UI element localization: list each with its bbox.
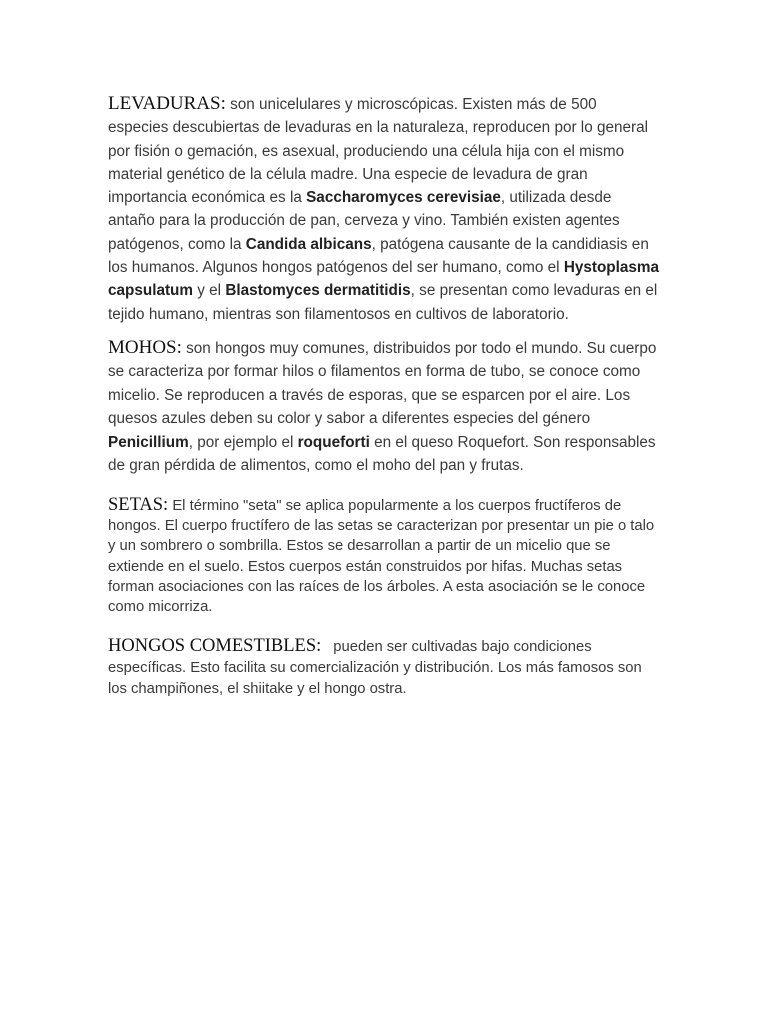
paragraph-mohos <box>108 336 660 478</box>
term-hystoplasma-capsulatum: Hystoplasma capsulatum <box>108 259 660 300</box>
document-page <box>108 92 660 700</box>
heading-hongos-comestibles: HONGOS COMESTIBLES: <box>108 636 322 657</box>
text-segment: , se presentan como levaduras en el tejido humano, mientras son filamentosos en cultivos de laboratorio. <box>108 282 658 323</box>
paragraph-hongos-comestibles <box>108 636 660 700</box>
heading-levaduras: LEVADURAS: <box>108 93 226 114</box>
text-segment: El término "seta" se aplica popularmente a los cuerpos fructíferos de hongos. El cuerpo fructífero de las setas se caracterizan por presentar un pie o talo y un sombrero o sombrilla. Estos se desarrollan a partir de un micelio que se extiende en el suelo. Estos cuerpos están construidos por hifas. Muchas setas forman asociaciones con las raíces de los árboles. A esta asociación se le conoce como micorriza. <box>108 497 655 615</box>
term-penicillium: Penicillium <box>108 433 189 451</box>
text-segment: en el queso Roquefort. Son responsables de gran pérdida de alimentos, como el moho del pan y frutas. <box>108 433 656 475</box>
heading-setas: SETAS: <box>108 494 169 515</box>
text-segment: pueden ser cultivadas bajo condiciones específicas. Esto facilita su comercialización y distribución. Los más famosos son los champiñones, el shiitake y el hongo ostra. <box>108 639 642 698</box>
text-segment: , por ejemplo el <box>188 433 298 451</box>
text-segment: y el <box>193 282 226 300</box>
text-segment: son hongos muy comunes, distribuidos por todo el mundo. Su cuerpo se caracteriza por formar hilos o filamentos en forma de tubo, se conoce como micelio. Se reproducen a través de esporas, que se esparcen por el aire. Los quesos azules deben su color y sabor a diferentes especies del género <box>108 339 657 428</box>
paragraph-setas <box>108 495 660 617</box>
text-segment: , utilizada desde antaño para la producción de pan, cerveza y vino. También existen agentes patógenos, como la <box>108 189 620 253</box>
text-segment: , patógena causante de la candidiasis en los humanos. Algunos hongos patógenos del ser humano, como el <box>108 235 649 277</box>
term-roqueforti: roqueforti <box>297 433 370 451</box>
heading-mohos: MOHOS: <box>108 336 182 358</box>
term-blastomyces-dermatitidis: Blastomyces dermatitidis <box>225 282 411 300</box>
text-segment: son unicelulares y microscópicas. Existen más de 500 especies descubiertas de levaduras en la naturaleza, reproducen por lo general por fisión o gemación, es asexual, produciendo una célula hija con el mismo material genético de la célula madre. Una especie de levadura de gran importancia económica es la <box>108 96 648 207</box>
term-candida-albicans: Candida albicans <box>245 235 372 253</box>
paragraph-levaduras <box>108 92 660 326</box>
term-saccharomyces-cerevisiae: Saccharomyces cerevisiae <box>306 189 501 207</box>
